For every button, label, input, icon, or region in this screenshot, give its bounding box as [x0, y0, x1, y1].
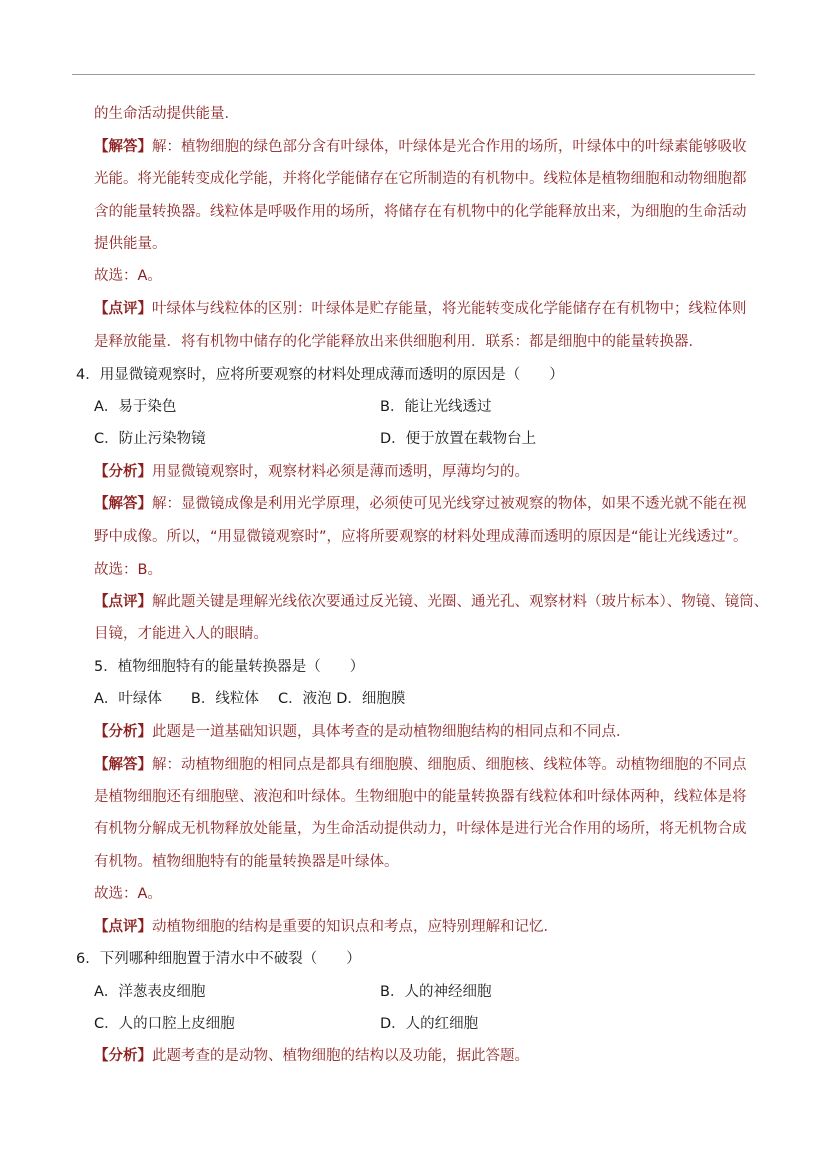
choice-line: 故选：B。 [94, 562, 162, 578]
comment-tag: 【点评】 [94, 919, 152, 935]
question-5: 5．植物细胞特有的能量转换器是（ ） [94, 659, 365, 675]
option-a: A．易于染色 [94, 399, 177, 415]
text-line: 有机物。植物细胞特有的能量转换器是叶绿体。 [94, 854, 399, 870]
comment-tag: 【点评】 [94, 594, 152, 610]
comment-tag: 【点评】 [94, 301, 152, 317]
analysis-line: 【分析】用显微镜观察时，观察材料必须是薄而透明，厚薄均匀的。 [94, 464, 529, 480]
option-d: D．便于放置在载物台上 [380, 431, 537, 447]
comment-line: 【点评】解此题关键是理解光线依次要通过反光镜、光圈、通光孔、观察材料（玻片标本）、物镜、镜筒、 [94, 594, 769, 610]
option-c: C．防止污染物镜 [94, 431, 206, 447]
analysis-line: 【分析】此题是一道基础知识题，具体考查的是动植物细胞结构的相同点和不同点． [94, 724, 631, 740]
option-c: C．人的口腔上皮细胞 [94, 1016, 235, 1032]
header-rule [72, 74, 755, 75]
question-4: 4．用显微镜观察时，应将所要观察的材料处理成薄而透明的原因是（ ） [76, 367, 564, 383]
question-5-options: A．叶绿体 B．线粒体 C．液泡 D．细胞膜 [94, 691, 406, 707]
text-line: 目镜，才能进入人的眼睛。 [94, 626, 268, 642]
analysis-line: 【分析】此题考查的是动物、植物细胞的结构以及功能，据此答题。 [94, 1048, 529, 1064]
text-line: 是释放能量．将有机物中储存的化学能释放出来供细胞利用．联系：都是细胞中的能量转换器． [94, 334, 703, 350]
answer-line: 【解答】解：动植物细胞的相同点是都具有细胞膜、细胞质、细胞核、线粒体等。动植物细胞的不同点 [94, 757, 747, 773]
analysis-tag: 【分析】 [94, 464, 152, 480]
option-a: A．洋葱表皮细胞 [94, 984, 206, 1000]
text-line: 的生命活动提供能量． [94, 106, 239, 122]
text-line: 野中成像。所以，“用显微镜观察时”，应将所要观察的材料处理成薄而透明的原因是“能让光线透过”。 [94, 529, 748, 545]
comment-line: 【点评】动植物细胞的结构是重要的知识点和考点，应特别理解和记忆． [94, 919, 558, 935]
answer-line: 【解答】解：植物细胞的绿色部分含有叶绿体，叶绿体是光合作用的场所，叶绿体中的叶绿素能够吸收 [94, 139, 747, 155]
analysis-tag: 【分析】 [94, 724, 152, 740]
choice-line: 故选：A。 [94, 268, 162, 284]
comment-line: 【点评】叶绿体与线粒体的区别：叶绿体是贮存能量，将光能转变成化学能储存在有机物中；线粒体则 [94, 301, 747, 317]
answer-tag: 【解答】 [94, 757, 152, 773]
option-b: B．能让光线透过 [380, 399, 492, 415]
analysis-tag: 【分析】 [94, 1048, 152, 1064]
choice-line: 故选：A。 [94, 886, 162, 902]
answer-tag: 【解答】 [94, 139, 152, 155]
text-line: 含的能量转换器。线粒体是呼吸作用的场所，将储存在有机物中的化学能释放出来，为细胞的生命活动 [94, 204, 747, 220]
text-line: 是植物细胞还有细胞壁、液泡和叶绿体。生物细胞中的能量转换器有线粒体和叶绿体两种，线粒体是将 [94, 789, 747, 805]
option-d: D．人的红细胞 [380, 1016, 479, 1032]
text-line: 有机物分解成无机物释放处能量，为生命活动提供动力，叶绿体是进行光合作用的场所，将无机物合成 [94, 821, 747, 837]
text-line: 光能。将光能转变成化学能，并将化学能储存在它所制造的有机物中。线粒体是植物细胞和动物细胞都 [94, 171, 747, 187]
answer-tag: 【解答】 [94, 496, 152, 512]
answer-line: 【解答】解：显微镜成像是利用光学原理，必须使可见光线穿过被观察的物体，如果不透光就不能在视 [94, 496, 747, 512]
question-6: 6．下列哪种细胞置于清水中不破裂（ ） [76, 951, 361, 967]
option-b: B．人的神经细胞 [380, 984, 492, 1000]
text-line: 提供能量。 [94, 236, 167, 252]
